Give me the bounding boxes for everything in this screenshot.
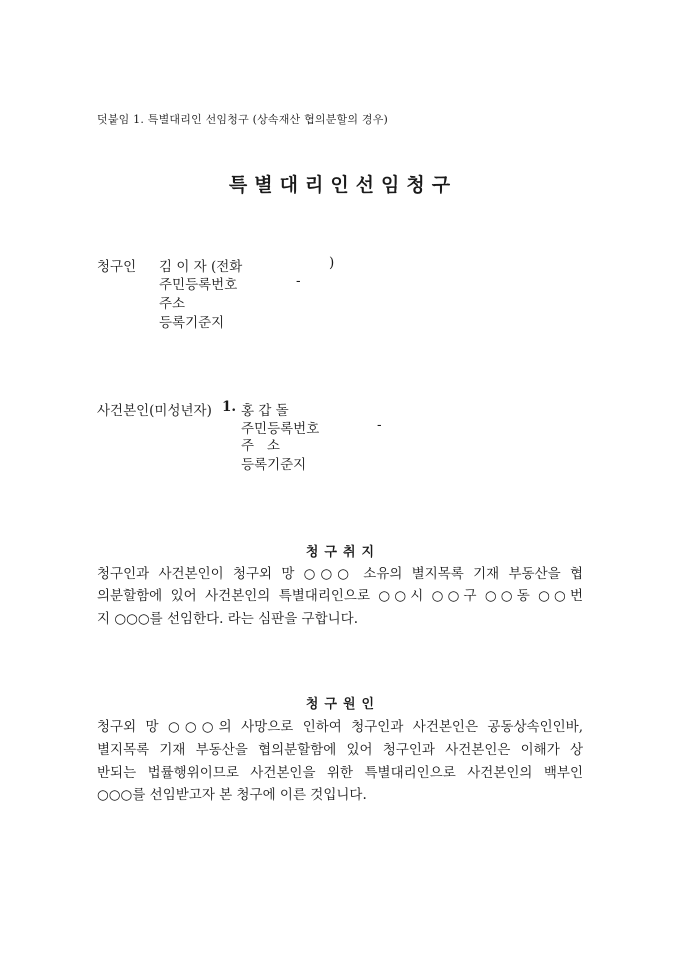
cause-line: 청구외 망 ○○○의 사망으로 인하여 청구인과 사건본인은 공동상속인인바,: [97, 719, 583, 735]
claimant-rrn-label: 주민등록번호: [159, 277, 238, 293]
claimant-name: 김 이 자 (전화: [159, 259, 243, 275]
purpose-line: 의분할함에 있어 사건본인의 특별대리인으로 ○○시 ○○구 ○○동 ○○번: [97, 588, 583, 604]
subject-name: 홍 갑 돌: [241, 403, 289, 419]
subject-registry-label: 등록기준지: [241, 457, 307, 473]
claimant-label: 청구인: [97, 259, 137, 275]
subject-label: 사건본인(미성년자): [97, 403, 212, 419]
subject-rrn-dash: -: [377, 417, 382, 433]
cause-line: 별지목록 기재 부동산을 협의분할함에 있어 청구인과 사건본인은 이해가 상: [97, 742, 583, 758]
purpose-line: 지 ○○○를 선임한다. 라는 심판을 구합니다.: [97, 611, 358, 627]
subject-address-label: 주 소: [241, 438, 280, 454]
cause-line: ○○○를 선임받고자 본 청구에 이른 것입니다.: [97, 787, 367, 803]
purpose-heading: 청구취지: [305, 545, 381, 560]
attachment-title: 덧붙임 1. 특별대리인 선임청구 (상속재산 협의분할의 경우): [97, 113, 389, 126]
cause-heading: 청구원인: [305, 697, 381, 712]
subject-rrn-label: 주민등록번호: [241, 421, 320, 437]
claimant-rrn-dash: -: [296, 273, 301, 289]
purpose-line: 청구인과 사건본인이 청구외 망 ○○○ 소유의 별지목록 기재 부동산을 협: [97, 566, 583, 582]
claimant-address-label: 주소: [159, 296, 186, 312]
cause-line: 반되는 법률행위이므로 사건본인을 위한 특별대리인으로 사건본인의 백부인: [97, 765, 583, 781]
subject-number: 1.: [222, 399, 237, 415]
claimant-name-close: ): [329, 255, 335, 271]
claimant-registry-label: 등록기준지: [159, 315, 225, 331]
document-title: 특별대리인선임청구: [228, 174, 458, 196]
